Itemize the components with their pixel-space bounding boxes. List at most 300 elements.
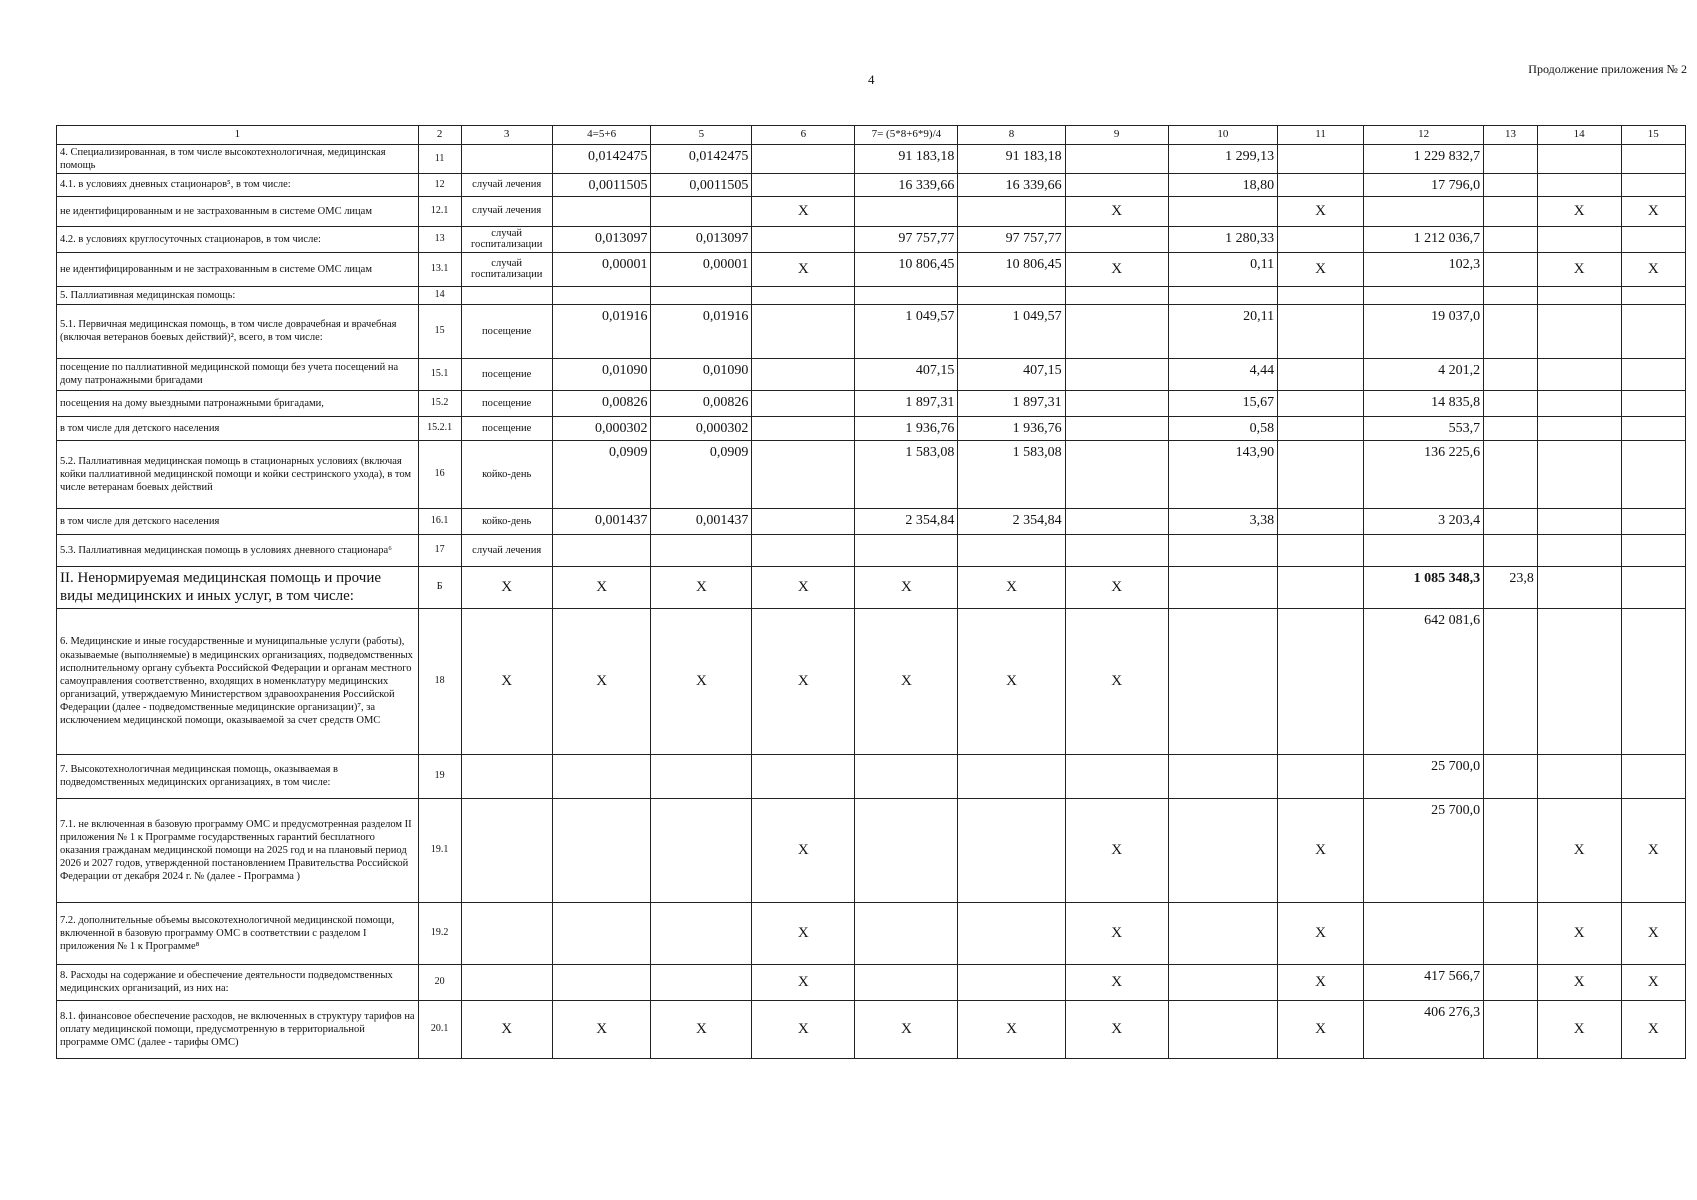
value-cell-col-8: 10 806,45: [958, 252, 1065, 286]
value-cell-col-4: 0,0011505: [552, 174, 651, 197]
not-applicable-mark: X: [1065, 1000, 1168, 1058]
value-cell-col-14: [1537, 174, 1621, 197]
value-cell-col-10: 20,11: [1168, 304, 1277, 358]
value-cell-col-5: 0,013097: [651, 226, 752, 252]
row-label: не идентифицированным и не застрахованным в системе ОМС лицам: [57, 252, 419, 286]
column-header-6: 6: [752, 126, 855, 145]
value-cell-col-10: 15,67: [1168, 390, 1277, 416]
not-applicable-mark: X: [752, 196, 855, 226]
value-cell-col-15: [1621, 608, 1685, 754]
value-cell-col-4: [552, 964, 651, 1000]
value-cell-col-7: 97 757,77: [855, 226, 958, 252]
not-applicable-mark: X: [552, 1000, 651, 1058]
value-cell-col-10: [1168, 754, 1277, 798]
value-cell-col-10: 4,44: [1168, 358, 1277, 390]
not-applicable-mark: X: [1621, 964, 1685, 1000]
value-cell-col-9: [1065, 286, 1168, 304]
row-label: 5. Паллиативная медицинская помощь:: [57, 286, 419, 304]
value-cell-col-9: [1065, 304, 1168, 358]
not-applicable-mark: X: [1065, 608, 1168, 754]
value-cell-col-4: 0,01090: [552, 358, 651, 390]
row-label: 8. Расходы на содержание и обеспечение деятельности подведомственных медицинских организаций, из них на:: [57, 964, 419, 1000]
value-cell-col-9: [1065, 145, 1168, 174]
column-header-12: 12: [1363, 126, 1483, 145]
value-cell-col-15: [1621, 286, 1685, 304]
unit-cell: [461, 754, 552, 798]
unit-cell: посещение: [461, 416, 552, 440]
unit-cell: посещение: [461, 358, 552, 390]
value-cell-col-5: 0,0011505: [651, 174, 752, 197]
value-cell-col-14: [1537, 226, 1621, 252]
row-label: 7. Высокотехнологичная медицинская помощь, оказываемая в подведомственных медицинских организациях, в том числе:: [57, 754, 419, 798]
value-cell-col-8: 1 583,08: [958, 440, 1065, 508]
not-applicable-mark: X: [752, 252, 855, 286]
row-label: II. Ненормируемая медицинская помощь и прочие виды медицинских и иных услуг, в том числе:: [57, 566, 419, 608]
value-cell-col-5: [651, 798, 752, 902]
unit-cell: X: [461, 608, 552, 754]
column-header-4: 4=5+6: [552, 126, 651, 145]
value-cell-col-15: [1621, 174, 1685, 197]
value-cell-col-4: 0,00826: [552, 390, 651, 416]
not-applicable-mark: X: [1537, 798, 1621, 902]
value-cell-col-11: [1278, 358, 1364, 390]
value-cell-col-6: [752, 390, 855, 416]
value-cell-col-7: [855, 798, 958, 902]
column-header-2: 2: [418, 126, 461, 145]
value-cell-col-7: 2 354,84: [855, 508, 958, 534]
row-number: 11: [418, 145, 461, 174]
value-cell-col-14: [1537, 566, 1621, 608]
row-number: 19.2: [418, 902, 461, 964]
value-cell-col-13: [1484, 145, 1538, 174]
value-cell-col-7: 16 339,66: [855, 174, 958, 197]
row-number: Б: [418, 566, 461, 608]
value-cell-col-12: 25 700,0: [1363, 798, 1483, 902]
value-cell-col-5: 0,001437: [651, 508, 752, 534]
column-header-1: 1: [57, 126, 419, 145]
value-cell-col-10: [1168, 608, 1277, 754]
value-cell-col-13: [1484, 508, 1538, 534]
value-cell-col-7: 1 049,57: [855, 304, 958, 358]
value-cell-col-13: [1484, 286, 1538, 304]
value-cell-col-10: 3,38: [1168, 508, 1277, 534]
value-cell-col-13: [1484, 902, 1538, 964]
value-cell-col-5: 0,0142475: [651, 145, 752, 174]
not-applicable-mark: X: [752, 964, 855, 1000]
row-label: 4.2. в условиях круглосуточных стационаров, в том числе:: [57, 226, 419, 252]
value-cell-col-10: 0,11: [1168, 252, 1277, 286]
not-applicable-mark: X: [1621, 1000, 1685, 1058]
column-header-11: 11: [1278, 126, 1364, 145]
table-row: [57, 390, 1686, 416]
value-cell-col-7: [855, 196, 958, 226]
row-number: 13.1: [418, 252, 461, 286]
value-cell-col-9: [1065, 754, 1168, 798]
not-applicable-mark: X: [958, 1000, 1065, 1058]
not-applicable-mark: X: [1537, 902, 1621, 964]
value-cell-col-11: [1278, 508, 1364, 534]
value-cell-col-10: [1168, 566, 1277, 608]
value-cell-col-15: [1621, 304, 1685, 358]
value-cell-col-6: [752, 286, 855, 304]
unit-cell: случай лечения: [461, 174, 552, 197]
value-cell-col-14: [1537, 145, 1621, 174]
value-cell-col-14: [1537, 358, 1621, 390]
value-cell-col-6: [752, 534, 855, 566]
value-cell-col-4: 0,01916: [552, 304, 651, 358]
value-cell-col-10: [1168, 196, 1277, 226]
unit-cell: [461, 145, 552, 174]
value-cell-col-13: [1484, 390, 1538, 416]
unit-cell: случай госпитализации: [461, 252, 552, 286]
value-cell-col-8: [958, 798, 1065, 902]
value-cell-col-11: [1278, 608, 1364, 754]
value-cell-col-5: [651, 534, 752, 566]
column-header-7: 7= (5*8+6*9)/4: [855, 126, 958, 145]
not-applicable-mark: X: [1537, 252, 1621, 286]
value-cell-col-9: [1065, 174, 1168, 197]
value-cell-col-10: 1 299,13: [1168, 145, 1277, 174]
unit-cell: койко-день: [461, 508, 552, 534]
table-row: [57, 508, 1686, 534]
value-cell-col-7: [855, 286, 958, 304]
table-row: [57, 902, 1686, 964]
value-cell-col-8: 2 354,84: [958, 508, 1065, 534]
value-cell-col-13: 23,8: [1484, 566, 1538, 608]
value-cell-col-14: [1537, 608, 1621, 754]
value-cell-col-7: [855, 902, 958, 964]
value-cell-col-8: 1 936,76: [958, 416, 1065, 440]
value-cell-col-12: 1 212 036,7: [1363, 226, 1483, 252]
value-cell-col-15: [1621, 145, 1685, 174]
value-cell-col-15: [1621, 416, 1685, 440]
value-cell-col-4: 0,0142475: [552, 145, 651, 174]
value-cell-col-13: [1484, 174, 1538, 197]
value-cell-col-12: 1 085 348,3: [1363, 566, 1483, 608]
row-number: 18: [418, 608, 461, 754]
value-cell-col-6: [752, 754, 855, 798]
value-cell-col-8: [958, 534, 1065, 566]
value-cell-col-13: [1484, 416, 1538, 440]
value-cell-col-6: [752, 440, 855, 508]
financing-table-container: [56, 125, 1686, 1059]
value-cell-col-14: [1537, 286, 1621, 304]
table-row: [57, 145, 1686, 174]
value-cell-col-10: [1168, 534, 1277, 566]
value-cell-col-6: [752, 508, 855, 534]
row-label: посещения на дому выездными патронажными бригадами,: [57, 390, 419, 416]
value-cell-col-8: 407,15: [958, 358, 1065, 390]
row-number: 12: [418, 174, 461, 197]
value-cell-col-8: [958, 286, 1065, 304]
value-cell-col-12: [1363, 286, 1483, 304]
not-applicable-mark: X: [855, 1000, 958, 1058]
not-applicable-mark: X: [651, 1000, 752, 1058]
column-header-13: 13: [1484, 126, 1538, 145]
value-cell-col-8: 1 897,31: [958, 390, 1065, 416]
table-row: [57, 964, 1686, 1000]
value-cell-col-11: [1278, 145, 1364, 174]
not-applicable-mark: X: [651, 566, 752, 608]
row-number: 20.1: [418, 1000, 461, 1058]
row-label: в том числе для детского населения: [57, 416, 419, 440]
value-cell-col-5: [651, 902, 752, 964]
value-cell-col-13: [1484, 358, 1538, 390]
value-cell-col-9: [1065, 226, 1168, 252]
value-cell-col-7: 1 936,76: [855, 416, 958, 440]
unit-cell: койко-день: [461, 440, 552, 508]
value-cell-col-6: [752, 358, 855, 390]
not-applicable-mark: X: [855, 608, 958, 754]
unit-cell: X: [461, 566, 552, 608]
value-cell-col-10: [1168, 1000, 1277, 1058]
not-applicable-mark: X: [1278, 798, 1364, 902]
table-row: [57, 196, 1686, 226]
not-applicable-mark: X: [752, 798, 855, 902]
table-row: [57, 286, 1686, 304]
value-cell-col-4: [552, 754, 651, 798]
value-cell-col-9: [1065, 508, 1168, 534]
value-cell-col-5: 0,01916: [651, 304, 752, 358]
value-cell-col-15: [1621, 508, 1685, 534]
value-cell-col-11: [1278, 440, 1364, 508]
value-cell-col-13: [1484, 252, 1538, 286]
table-row: [57, 440, 1686, 508]
value-cell-col-7: 1 583,08: [855, 440, 958, 508]
unit-cell: X: [461, 1000, 552, 1058]
value-cell-col-15: [1621, 358, 1685, 390]
value-cell-col-5: 0,01090: [651, 358, 752, 390]
value-cell-col-15: [1621, 226, 1685, 252]
value-cell-col-11: [1278, 390, 1364, 416]
table-row: [57, 566, 1686, 608]
not-applicable-mark: X: [1278, 252, 1364, 286]
value-cell-col-6: [752, 174, 855, 197]
column-header-15: 15: [1621, 126, 1685, 145]
not-applicable-mark: X: [1278, 902, 1364, 964]
not-applicable-mark: X: [855, 566, 958, 608]
value-cell-col-7: 91 183,18: [855, 145, 958, 174]
value-cell-col-4: 0,001437: [552, 508, 651, 534]
value-cell-col-13: [1484, 964, 1538, 1000]
row-number: 16: [418, 440, 461, 508]
value-cell-col-10: [1168, 902, 1277, 964]
value-cell-col-8: [958, 754, 1065, 798]
not-applicable-mark: X: [1278, 1000, 1364, 1058]
value-cell-col-11: [1278, 304, 1364, 358]
value-cell-col-11: [1278, 534, 1364, 566]
value-cell-col-4: 0,00001: [552, 252, 651, 286]
value-cell-col-11: [1278, 416, 1364, 440]
not-applicable-mark: X: [958, 566, 1065, 608]
value-cell-col-11: [1278, 286, 1364, 304]
value-cell-col-9: [1065, 390, 1168, 416]
value-cell-col-14: [1537, 440, 1621, 508]
table-row: [57, 608, 1686, 754]
not-applicable-mark: X: [1621, 252, 1685, 286]
column-header-9: 9: [1065, 126, 1168, 145]
value-cell-col-5: 0,00826: [651, 390, 752, 416]
value-cell-col-8: [958, 964, 1065, 1000]
appendix-continuation-label: Продолжение приложения № 2: [1528, 62, 1687, 76]
value-cell-col-12: 553,7: [1363, 416, 1483, 440]
row-label: 5.1. Первичная медицинская помощь, в том числе доврачебная и врачебная (включая ветеранов боевых действий)², всего, в том числе:: [57, 304, 419, 358]
not-applicable-mark: X: [958, 608, 1065, 754]
column-number-row: [57, 126, 1686, 145]
value-cell-col-8: [958, 902, 1065, 964]
value-cell-col-5: 0,00001: [651, 252, 752, 286]
row-number: 12.1: [418, 196, 461, 226]
value-cell-col-5: [651, 754, 752, 798]
value-cell-col-13: [1484, 754, 1538, 798]
value-cell-col-4: [552, 196, 651, 226]
value-cell-col-6: [752, 226, 855, 252]
financing-table: [56, 125, 1686, 1059]
unit-cell: случай госпитализации: [461, 226, 552, 252]
value-cell-col-10: 143,90: [1168, 440, 1277, 508]
not-applicable-mark: X: [1278, 196, 1364, 226]
unit-cell: случай лечения: [461, 196, 552, 226]
value-cell-col-4: [552, 534, 651, 566]
value-cell-col-11: [1278, 226, 1364, 252]
value-cell-col-7: [855, 534, 958, 566]
row-number: 15.2.1: [418, 416, 461, 440]
column-header-3: 3: [461, 126, 552, 145]
page-number: 4: [868, 72, 875, 87]
not-applicable-mark: X: [1065, 196, 1168, 226]
value-cell-col-15: [1621, 440, 1685, 508]
column-header-14: 14: [1537, 126, 1621, 145]
unit-cell: случай лечения: [461, 534, 552, 566]
row-label: 7.1. не включенная в базовую программу ОМС и предусмотренная разделом II приложения № 1 к Программе государственных гарантий бесплатного оказания гражданам медицинской помощи на 2025 год и на плановый период 2026 и 2027 годов, утвержденной постановлением Правительства Российской Федерации от декабря 2024 г. № (далее - Программа ): [57, 798, 419, 902]
value-cell-col-11: [1278, 174, 1364, 197]
value-cell-col-6: [752, 145, 855, 174]
value-cell-col-11: [1278, 566, 1364, 608]
row-number: 15.1: [418, 358, 461, 390]
value-cell-col-15: [1621, 390, 1685, 416]
row-number: 13: [418, 226, 461, 252]
not-applicable-mark: X: [752, 1000, 855, 1058]
unit-cell: [461, 798, 552, 902]
row-number: 15: [418, 304, 461, 358]
column-header-10: 10: [1168, 126, 1277, 145]
row-label: 8.1. финансовое обеспечение расходов, не включенных в структуру тарифов на оплату медицинской помощи, предусмотренную в территориальной программе ОМС (далее - тарифы ОМС): [57, 1000, 419, 1058]
value-cell-col-8: [958, 196, 1065, 226]
not-applicable-mark: X: [1621, 196, 1685, 226]
value-cell-col-7: [855, 754, 958, 798]
not-applicable-mark: X: [752, 608, 855, 754]
table-row: [57, 1000, 1686, 1058]
value-cell-col-5: [651, 196, 752, 226]
table-row: [57, 174, 1686, 197]
value-cell-col-13: [1484, 608, 1538, 754]
value-cell-col-15: [1621, 754, 1685, 798]
row-number: 14: [418, 286, 461, 304]
value-cell-col-14: [1537, 304, 1621, 358]
value-cell-col-11: [1278, 754, 1364, 798]
value-cell-col-12: [1363, 534, 1483, 566]
value-cell-col-10: 0,58: [1168, 416, 1277, 440]
not-applicable-mark: X: [1537, 196, 1621, 226]
row-label: 5.2. Паллиативная медицинская помощь в стационарных условиях (включая койки паллиативной медицинской помощи и койки сестринского ухода), в том числе ветеранам боевых действий: [57, 440, 419, 508]
value-cell-col-13: [1484, 304, 1538, 358]
value-cell-col-8: 1 049,57: [958, 304, 1065, 358]
row-label: в том числе для детского населения: [57, 508, 419, 534]
value-cell-col-12: [1363, 196, 1483, 226]
not-applicable-mark: X: [752, 566, 855, 608]
table-row: [57, 304, 1686, 358]
value-cell-col-4: 0,000302: [552, 416, 651, 440]
value-cell-col-5: 0,0909: [651, 440, 752, 508]
table-row: [57, 754, 1686, 798]
column-header-8: 8: [958, 126, 1065, 145]
value-cell-col-15: [1621, 534, 1685, 566]
value-cell-col-6: [752, 304, 855, 358]
table-row: [57, 358, 1686, 390]
row-label: 7.2. дополнительные объемы высокотехнологичной медицинской помощи, включенной в базовую программу ОМС в соответствии с разделом I приложения № 1 к Программе⁸: [57, 902, 419, 964]
value-cell-col-5: [651, 286, 752, 304]
not-applicable-mark: X: [552, 566, 651, 608]
value-cell-col-12: 14 835,8: [1363, 390, 1483, 416]
value-cell-col-9: [1065, 440, 1168, 508]
not-applicable-mark: X: [1065, 252, 1168, 286]
table-row: [57, 534, 1686, 566]
value-cell-col-7: [855, 964, 958, 1000]
value-cell-col-13: [1484, 196, 1538, 226]
value-cell-col-9: [1065, 534, 1168, 566]
value-cell-col-5: 0,000302: [651, 416, 752, 440]
value-cell-col-8: 97 757,77: [958, 226, 1065, 252]
value-cell-col-14: [1537, 390, 1621, 416]
value-cell-col-12: 19 037,0: [1363, 304, 1483, 358]
value-cell-col-12: 3 203,4: [1363, 508, 1483, 534]
value-cell-col-10: 1 280,33: [1168, 226, 1277, 252]
row-label: 4. Специализированная, в том числе высокотехнологичная, медицинская помощь: [57, 145, 419, 174]
value-cell-col-15: [1621, 566, 1685, 608]
not-applicable-mark: X: [1065, 798, 1168, 902]
value-cell-col-8: 16 339,66: [958, 174, 1065, 197]
value-cell-col-9: [1065, 416, 1168, 440]
value-cell-col-4: 0,013097: [552, 226, 651, 252]
unit-cell: посещение: [461, 304, 552, 358]
table-row: [57, 252, 1686, 286]
row-label: 5.3. Паллиативная медицинская помощь в условиях дневного стационара⁶: [57, 534, 419, 566]
unit-cell: [461, 286, 552, 304]
not-applicable-mark: X: [752, 902, 855, 964]
value-cell-col-12: 102,3: [1363, 252, 1483, 286]
value-cell-col-9: [1065, 358, 1168, 390]
value-cell-col-14: [1537, 754, 1621, 798]
value-cell-col-7: 10 806,45: [855, 252, 958, 286]
value-cell-col-12: 642 081,6: [1363, 608, 1483, 754]
value-cell-col-12: 136 225,6: [1363, 440, 1483, 508]
not-applicable-mark: X: [552, 608, 651, 754]
table-row: [57, 798, 1686, 902]
row-label: не идентифицированным и не застрахованным в системе ОМС лицам: [57, 196, 419, 226]
value-cell-col-14: [1537, 416, 1621, 440]
not-applicable-mark: X: [1065, 902, 1168, 964]
row-number: 20: [418, 964, 461, 1000]
value-cell-col-12: 1 229 832,7: [1363, 145, 1483, 174]
not-applicable-mark: X: [1278, 964, 1364, 1000]
unit-cell: [461, 964, 552, 1000]
value-cell-col-10: [1168, 964, 1277, 1000]
value-cell-col-8: 91 183,18: [958, 145, 1065, 174]
column-header-5: 5: [651, 126, 752, 145]
value-cell-col-4: [552, 902, 651, 964]
value-cell-col-14: [1537, 508, 1621, 534]
value-cell-col-7: 407,15: [855, 358, 958, 390]
